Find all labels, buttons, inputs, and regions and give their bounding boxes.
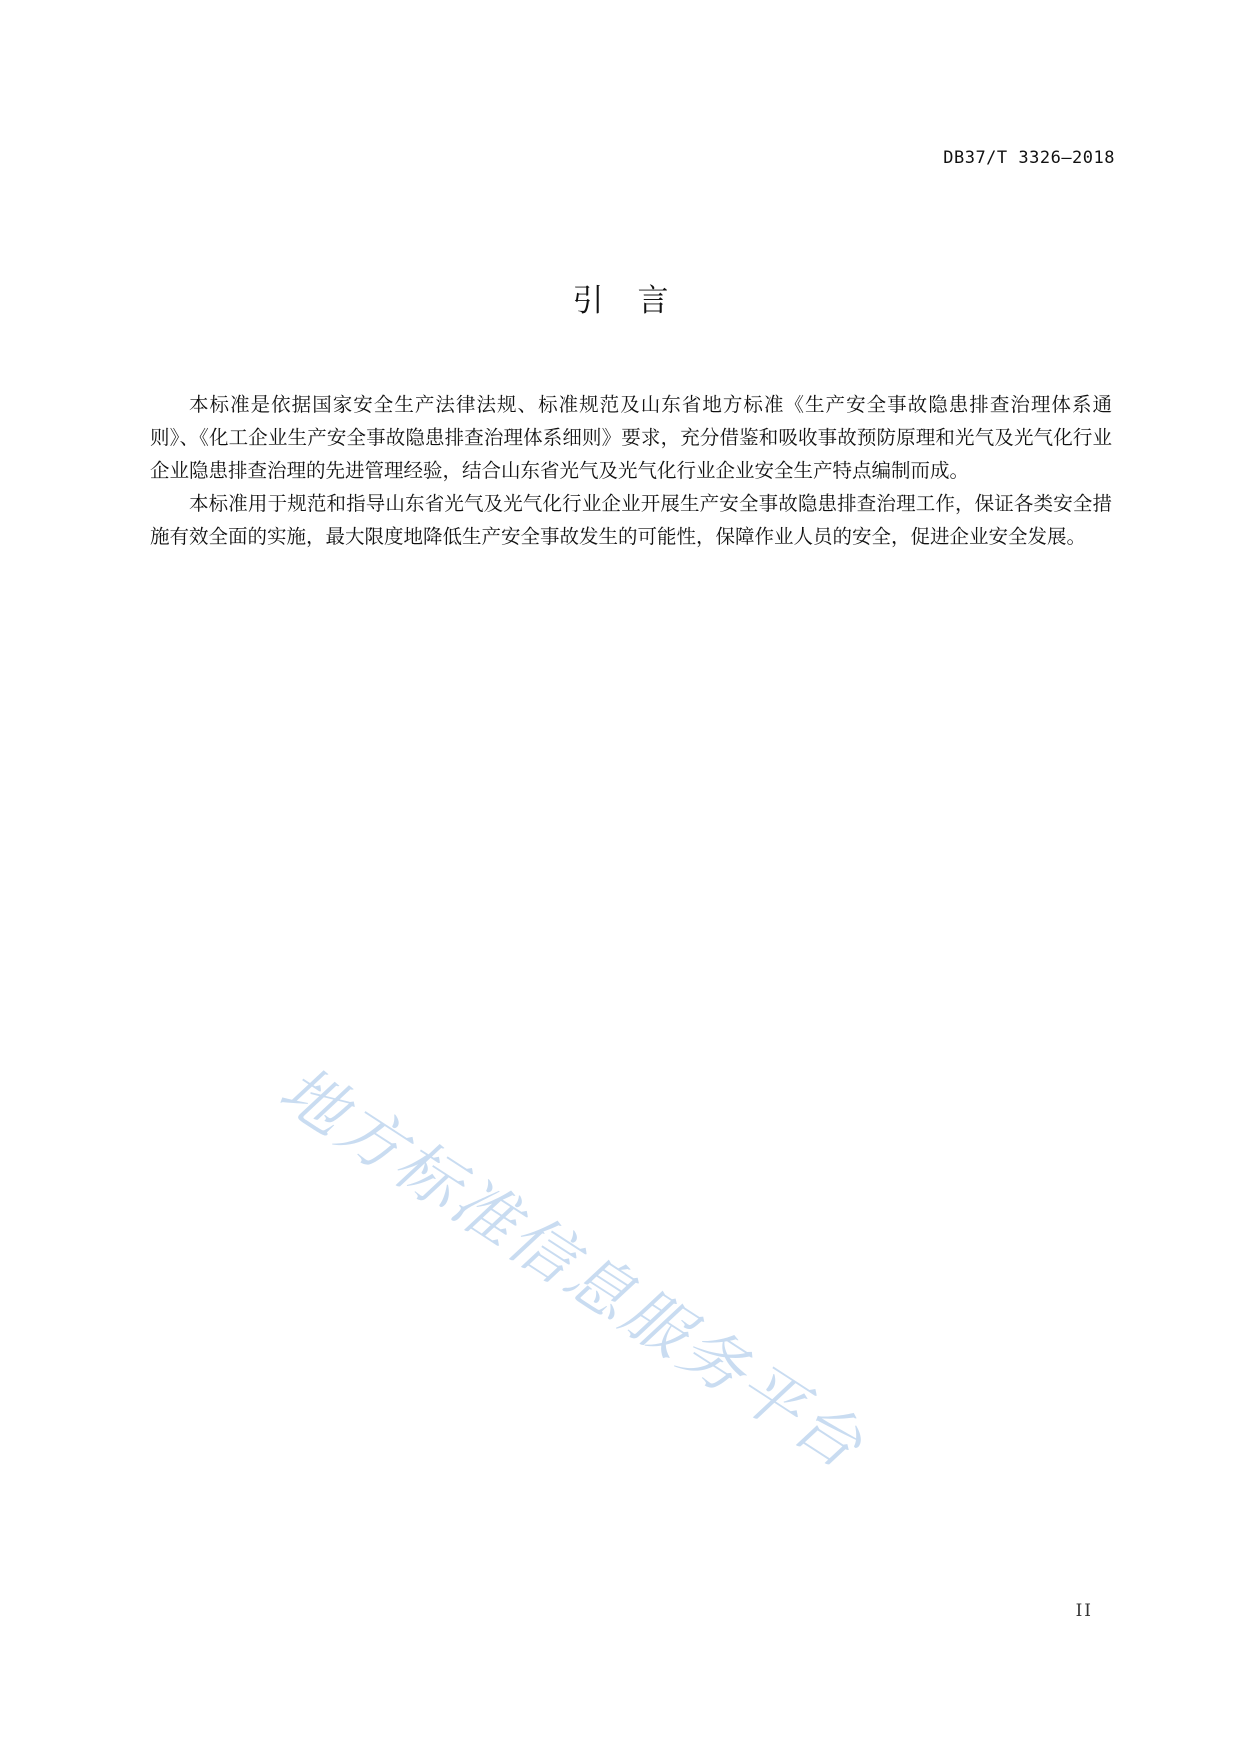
paragraph-1: 本标准是依据国家安全生产法律法规、标准规范及山东省地方标准《生产安全事故隐患排查治理体系通则》、《化工企业生产安全事故隐患排查治理体系细则》要求，充分借鉴和吸收事故预防原理和光气及光气化行业企业隐患排查治理的先进管理经验，结合山东省光气及光气化行业企业安全生产特点编制而成。 (150, 393, 1112, 482)
page-number: II (1075, 1601, 1093, 1621)
document-code: DB37/T 3326—2018 (943, 148, 1115, 168)
watermark: 地方标准信息服务平台 (266, 1052, 878, 1485)
body-text (150, 388, 1112, 553)
page-title: 引言 (572, 283, 703, 319)
paragraph-2: 本标准用于规范和指导山东省光气及光气化行业企业开展生产安全事故隐患排查治理工作，保证各类安全措施有效全面的实施，最大限度地降低生产安全事故发生的可能性，保障作业人员的安全，促进企业安全发展。 (150, 492, 1112, 548)
